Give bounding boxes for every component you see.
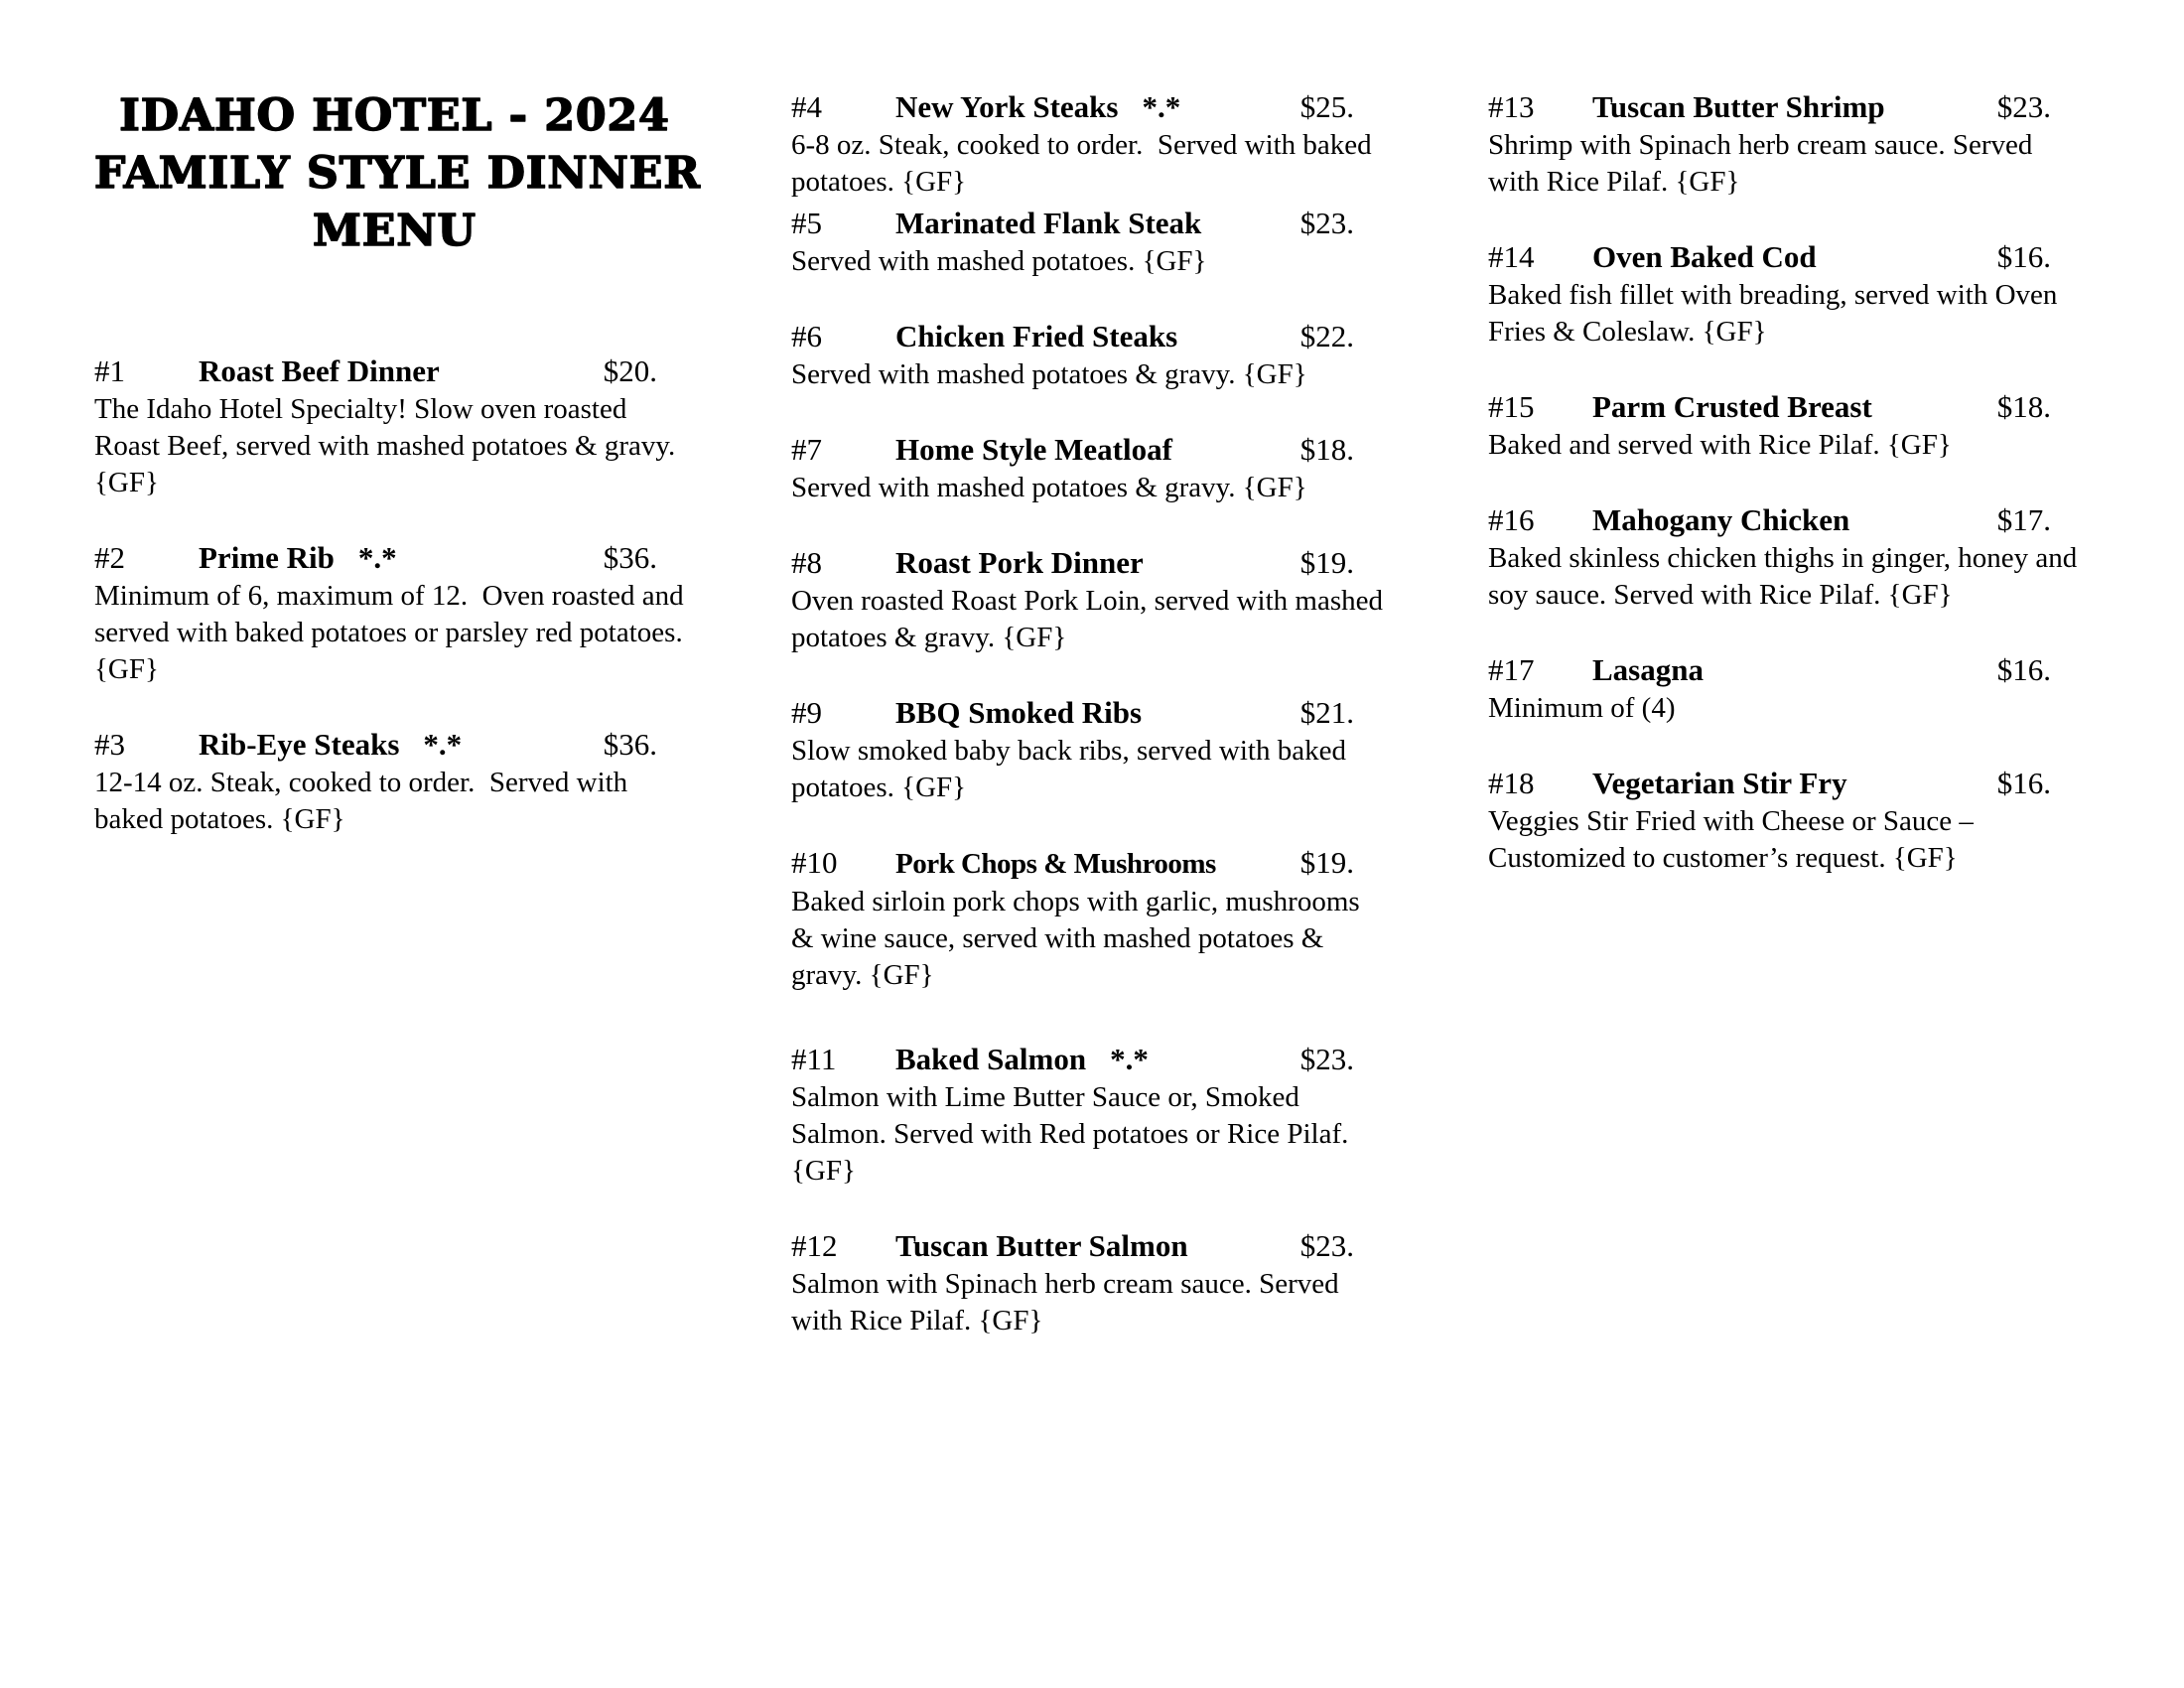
- item-price: $17.: [1996, 502, 2051, 537]
- item-description: Baked skinless chicken thighs in ginger, honey and soy sauce. Served with Rice Pilaf. {GF}: [1488, 542, 2078, 611]
- item-name: Vegetarian Stir Fry: [1592, 766, 1847, 800]
- item-name: BBQ Smoked Ribs: [895, 695, 1143, 730]
- item-price: $23.: [1299, 1042, 1354, 1076]
- item-number: #1: [94, 353, 125, 388]
- item-name: New York Steaks: [895, 89, 1119, 124]
- item-number: #10: [791, 845, 838, 880]
- market-price-symbol: *.*: [1142, 89, 1181, 124]
- menu-item-row: [791, 1040, 1392, 1079]
- menu-item-row: [1488, 764, 2089, 803]
- menu-item-row: [791, 204, 1392, 243]
- item-name: Mahogany Chicken: [1592, 502, 1850, 537]
- market-price-symbol: *.*: [423, 727, 463, 762]
- spacer: [94, 266, 695, 292]
- item-description: 6-8 oz. Steak, cooked to order. Served with baked potatoes. {GF}: [791, 129, 1372, 198]
- item-description: The Idaho Hotel Specialty! Slow oven roasted Roast Beef, served with mashed potatoes & gravy. {GF}: [94, 393, 676, 498]
- title-line-2: FAMILY STYLE DINNER: [94, 148, 701, 199]
- item-name: Baked Salmon: [895, 1042, 1087, 1076]
- item-number: #18: [1488, 766, 1535, 800]
- item-price: $16.: [1996, 766, 2051, 800]
- item-name: Lasagna: [1592, 652, 1704, 687]
- item-description: Served with mashed potatoes & gravy. {GF}: [791, 358, 1307, 390]
- title-line-1: IDAHO HOTEL - 2024: [119, 90, 670, 141]
- menu-item-row: [1488, 500, 2089, 540]
- item-price: $18.: [1996, 389, 2051, 424]
- item-description: Minimum of (4): [1488, 692, 1676, 724]
- market-price-symbol: *.*: [1110, 1042, 1149, 1076]
- column-3: [1488, 87, 2089, 1376]
- menu-item-row: [791, 430, 1392, 470]
- menu-item-row: [94, 538, 695, 578]
- item-price: $36.: [603, 540, 657, 575]
- menu-item: [1488, 500, 2089, 614]
- item-number: #16: [1488, 502, 1535, 537]
- item-name: Home Style Meatloaf: [895, 432, 1172, 467]
- menu-item-row: [791, 87, 1392, 127]
- item-name: Parm Crusted Breast: [1592, 389, 1872, 424]
- item-description: Minimum of 6, maximum of 12. Oven roasted and served with baked potatoes or parsley red potatoes. {GF}: [94, 580, 684, 685]
- menu-item: [1488, 764, 2089, 877]
- item-number: #4: [791, 89, 822, 124]
- title-line-3: MENU: [313, 206, 477, 256]
- menu-item: [791, 430, 1392, 506]
- item-number: #12: [791, 1228, 838, 1263]
- item-price: $22.: [1299, 319, 1354, 353]
- item-description: Salmon with Lime Butter Sauce or, Smoked Salmon. Served with Red potatoes or Rice Pilaf. {GF}: [791, 1081, 1349, 1187]
- item-price: $16.: [1996, 652, 2051, 687]
- item-price: $23.: [1299, 206, 1354, 240]
- menu-item: [1488, 387, 2089, 464]
- item-number: #3: [94, 727, 125, 762]
- column-2: [791, 87, 1392, 1376]
- spacer: [94, 292, 695, 338]
- menu-item: [1488, 237, 2089, 351]
- item-price: $16.: [1996, 239, 2051, 274]
- item-number: #5: [791, 206, 822, 240]
- menu-item: [1488, 87, 2089, 201]
- menu-item-row: [94, 725, 695, 765]
- item-number: #8: [791, 545, 822, 580]
- item-number: #15: [1488, 389, 1535, 424]
- item-name: Chicken Fried Steaks: [895, 319, 1178, 353]
- item-name: Prime Rib: [199, 540, 335, 575]
- menu-item-row: [94, 352, 695, 391]
- menu-item: [94, 538, 695, 688]
- item-name: Roast Pork Dinner: [895, 545, 1144, 580]
- item-description: Shrimp with Spinach herb cream sauce. Served with Rice Pilaf. {GF}: [1488, 129, 2033, 198]
- menu-item: [1488, 650, 2089, 727]
- item-number: #2: [94, 540, 125, 575]
- item-number: #7: [791, 432, 822, 467]
- item-description: 12-14 oz. Steak, cooked to order. Served with baked potatoes. {GF}: [94, 767, 628, 835]
- item-name: Marinated Flank Steak: [895, 206, 1202, 240]
- market-price-symbol: *.*: [357, 540, 397, 575]
- item-number: #9: [791, 695, 822, 730]
- item-name: Roast Beef Dinner: [199, 353, 440, 388]
- item-price: $23.: [1996, 89, 2051, 124]
- menu-item-row: [791, 317, 1392, 356]
- item-description: Baked sirloin pork chops with garlic, mushrooms & wine sauce, served with mashed potatoes & gravy. {GF}: [791, 886, 1360, 991]
- item-price: $25.: [1299, 89, 1354, 124]
- item-description: Slow smoked baby back ribs, served with baked potatoes. {GF}: [791, 735, 1346, 803]
- item-name: Oven Baked Cod: [1592, 239, 1817, 274]
- menu-item: [791, 204, 1392, 280]
- menu-item-row: [1488, 650, 2089, 690]
- column-1: [94, 87, 701, 1376]
- item-description: Salmon with Spinach herb cream sauce. Served with Rice Pilaf. {GF}: [791, 1268, 1339, 1336]
- item-name: Rib-Eye Steaks: [199, 727, 400, 762]
- item-name: Pork Chops & Mushrooms: [895, 848, 1216, 880]
- menu-item: [791, 1040, 1392, 1190]
- item-description: Veggies Stir Fried with Cheese or Sauce – Customized to customer’s request. {GF}: [1488, 805, 1974, 874]
- menu-item: [791, 543, 1392, 656]
- item-price: $18.: [1299, 432, 1354, 467]
- item-description: Baked fish fillet with breading, served with Oven Fries & Coleslaw. {GF}: [1488, 279, 2058, 348]
- item-price: $19.: [1299, 545, 1354, 580]
- item-price: $23.: [1299, 1228, 1354, 1263]
- menu-item-row: [791, 843, 1392, 884]
- menu-item: [94, 725, 695, 838]
- item-number: #17: [1488, 652, 1535, 687]
- item-description: Served with mashed potatoes. {GF}: [791, 245, 1207, 277]
- menu-title: [94, 87, 701, 260]
- item-price: $20.: [603, 353, 657, 388]
- item-number: #14: [1488, 239, 1535, 274]
- menu-item: [791, 87, 1392, 201]
- item-number: #11: [791, 1042, 837, 1076]
- item-name: Tuscan Butter Shrimp: [1592, 89, 1885, 124]
- menu-item: [94, 352, 695, 501]
- item-description: Baked and served with Rice Pilaf. {GF}: [1488, 429, 1952, 461]
- menu-item: [791, 693, 1392, 806]
- item-name: Tuscan Butter Salmon: [895, 1228, 1188, 1263]
- item-price: $36.: [603, 727, 657, 762]
- menu-item-row: [1488, 387, 2089, 427]
- menu-item-row: [1488, 237, 2089, 277]
- item-description: Oven roasted Roast Pork Loin, served with mashed potatoes & gravy. {GF}: [791, 585, 1384, 653]
- item-price: $19.: [1299, 845, 1354, 880]
- menu-item-row: [1488, 87, 2089, 127]
- menu-item: [791, 1226, 1392, 1339]
- item-price: $21.: [1299, 695, 1354, 730]
- menu-item: [791, 317, 1392, 393]
- item-description: Served with mashed potatoes & gravy. {GF}: [791, 472, 1307, 503]
- menu-item-row: [791, 693, 1392, 733]
- menu-item-row: [791, 543, 1392, 583]
- item-number: #6: [791, 319, 822, 353]
- menu-item: [791, 843, 1392, 994]
- menu-item-row: [791, 1226, 1392, 1266]
- item-number: #13: [1488, 89, 1535, 124]
